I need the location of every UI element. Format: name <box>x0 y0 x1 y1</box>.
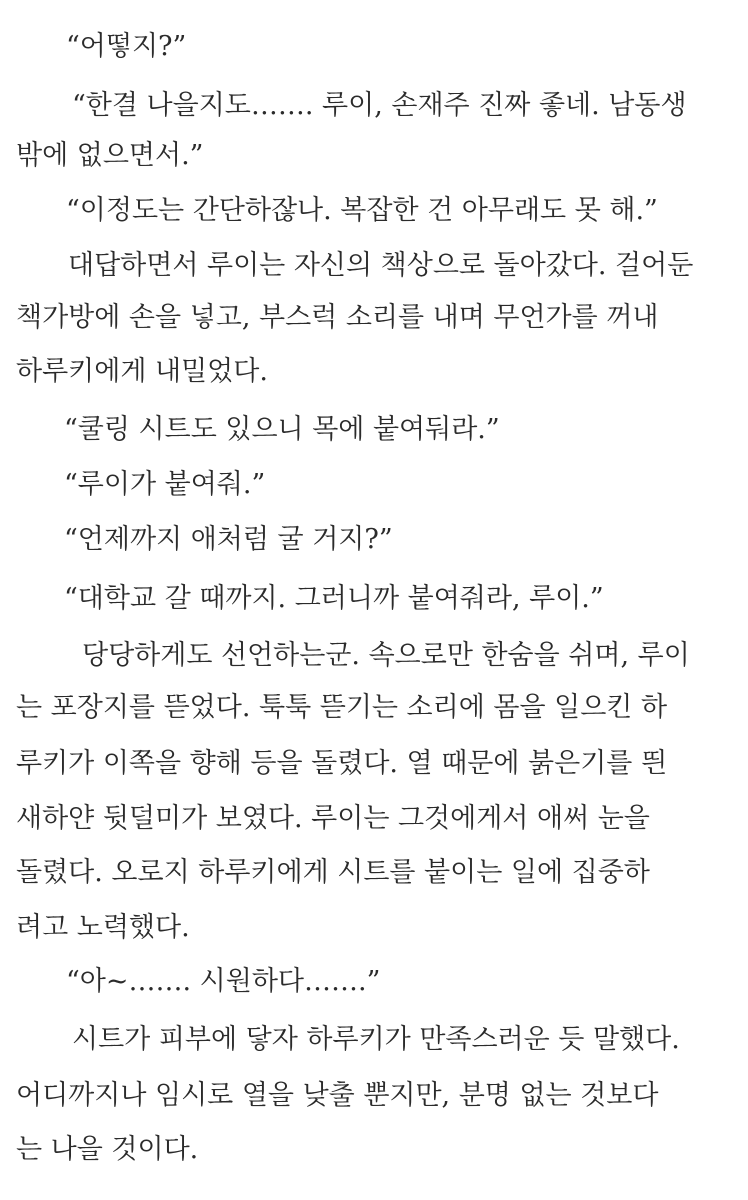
text-line: 새하얀 뒷덜미가 보였다. 루이는 그것에게서 애써 눈을 <box>16 803 650 834</box>
text-line: 는 포장지를 뜯었다. 툭툭 뜯기는 소리에 몸을 일으킨 하 <box>16 692 668 723</box>
text-line: “대학교 갈 때까지. 그러니까 붙여줘라, 루이.” <box>64 583 604 614</box>
text-line: 대답하면서 루이는 자신의 책상으로 돌아갔다. 걸어둔 <box>68 250 694 281</box>
text-line: 당당하게도 선언하는군. 속으로만 한숨을 쉬며, 루이 <box>82 640 690 671</box>
text-line: “루이가 붙여줘.” <box>64 469 266 500</box>
text-line: “언제까지 애처럼 굴 거지?” <box>64 524 393 555</box>
text-line: “한결 나을지도……. 루이, 손재주 진짜 좋네. 남동생 <box>72 90 687 121</box>
text-line: “아~……. 시원하다…….” <box>66 966 381 997</box>
text-line: “어떻지?” <box>66 31 187 62</box>
text-line: “쿨링 시트도 있으니 목에 붙여둬라.” <box>64 414 500 445</box>
text-line: “이정도는 간단하잖나. 복잡한 건 아무래도 못 해.” <box>66 195 658 226</box>
text-line: 돌렸다. 오로지 하루키에게 시트를 붙이는 일에 집중하 <box>16 857 650 888</box>
text-line: 시트가 피부에 닿자 하루키가 만족스러운 듯 말했다. <box>72 1024 680 1055</box>
text-line: 하루키에게 내밀었다. <box>16 356 268 387</box>
text-line: 려고 노력했다. <box>16 912 190 943</box>
text-line: 밖에 없으면서.” <box>16 140 204 171</box>
text-line: 루키가 이쪽을 향해 등을 돌렸다. 열 때문에 붉은기를 띈 <box>16 748 668 779</box>
text-line: 어디까지나 임시로 열을 낮출 뿐지만, 분명 없는 것보다 <box>16 1080 659 1111</box>
text-line: 는 나을 것이다. <box>16 1134 199 1165</box>
text-line: 책가방에 손을 넣고, 부스럭 소리를 내며 무언가를 꺼내 <box>16 302 659 333</box>
